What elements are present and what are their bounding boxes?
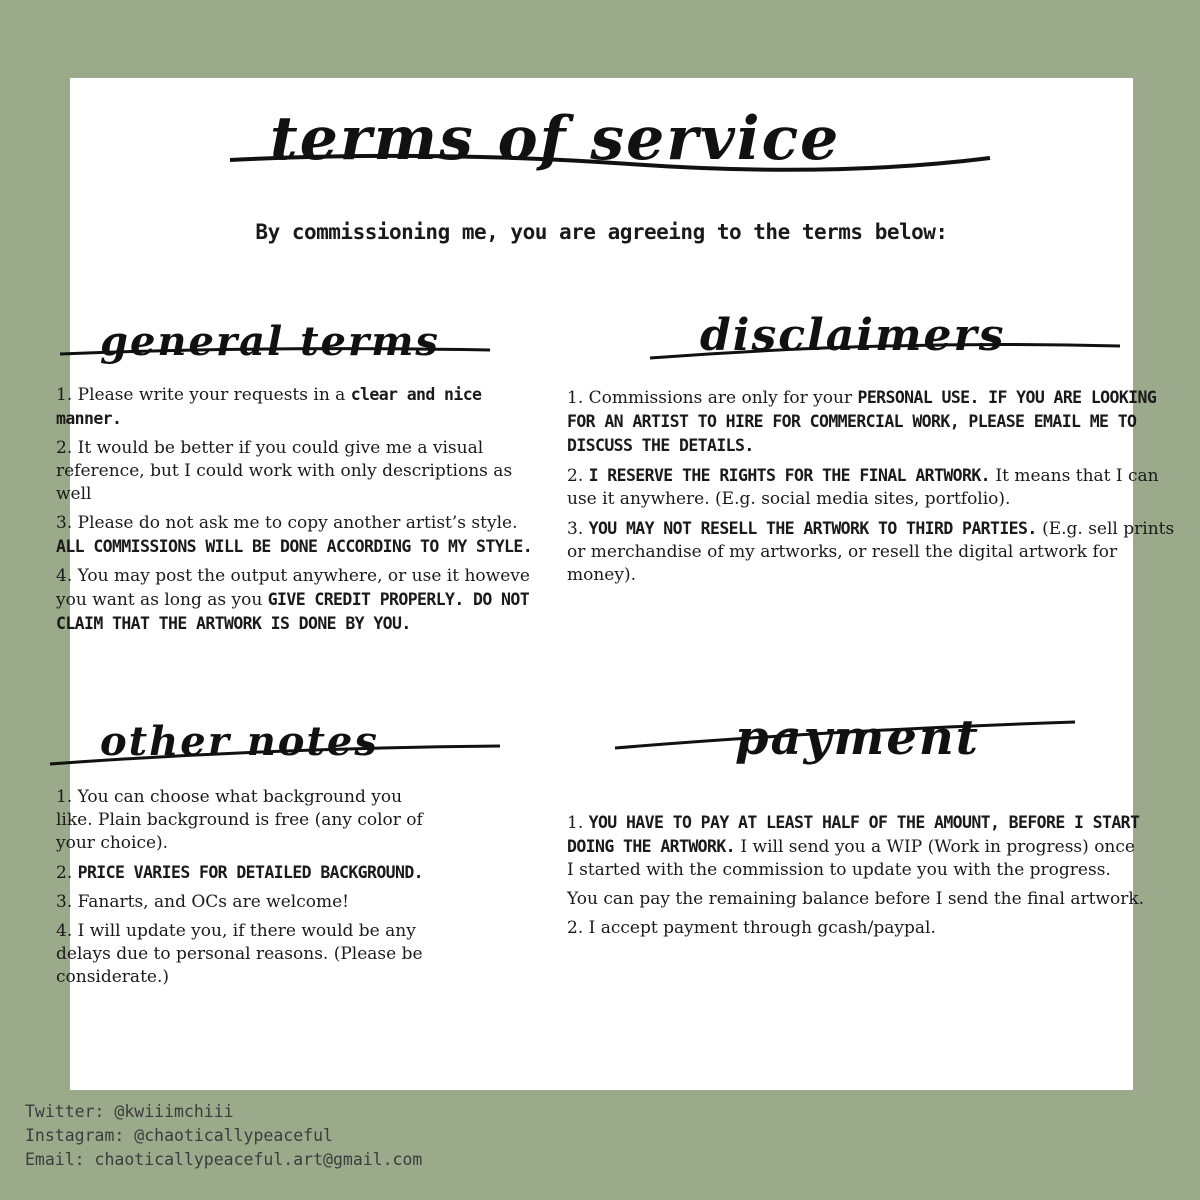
list-item-num: 3.: [56, 513, 73, 533]
list-item-num: 2.: [56, 438, 73, 458]
list-item-after: (E.g. sell prints or merchandise of my artworks, or resell the digital artwork for money).: [567, 519, 1175, 585]
page-subtitle: By commissioning me, you are agreeing to the terms below:: [255, 220, 948, 244]
list-item-num: 1.: [56, 385, 73, 405]
list-item: [56, 383, 534, 431]
payment-heading: payment: [615, 710, 1075, 780]
twitter-handle: Twitter: @kwiiimchiii: [25, 1102, 234, 1121]
list-item-bold: PRICE VARIES FOR DETAILED BACKGROUND.: [77, 863, 423, 882]
list-item: [56, 920, 436, 989]
list-item-num: 2.: [56, 863, 73, 883]
general-terms-heading: general terms: [60, 318, 490, 378]
list-item-text: You can pay the remaining balance before I send the final artwork.: [567, 889, 1145, 909]
instagram-handle: Instagram: @chaoticallypeaceful: [25, 1126, 333, 1145]
list-item-bold: YOU MAY NOT RESELL THE ARTWORK TO THIRD PARTIES.: [588, 519, 1037, 538]
list-item-bold: PERSONAL USE. IF YOU ARE LOOKING FOR AN ARTIST TO HIRE FOR COMMERCIAL WORK, PLEASE EMAIL ME TO DISCUSS THE DETAILS.: [567, 388, 1157, 455]
list-item-num: 3.: [567, 519, 584, 539]
list-item-num: 1.: [567, 388, 584, 408]
list-item-num: 2.: [567, 918, 584, 938]
disclaimers-heading: disclaimers: [650, 310, 1120, 370]
list-item: [567, 517, 1182, 587]
list-item: [567, 386, 1182, 458]
list-item-text: You can choose what background you like. Plain background is free (any color of your choice).: [56, 787, 423, 853]
list-item-text: I accept payment through gcash/paypal.: [583, 918, 936, 938]
list-item-text: Please do not ask me to copy another artist’s style.: [72, 513, 518, 533]
list-item: [56, 512, 534, 559]
list-item-bold: I RESERVE THE RIGHTS FOR THE FINAL ARTWORK.: [588, 466, 990, 485]
payment-list: [567, 811, 1145, 946]
other-notes-heading: other notes: [50, 718, 500, 778]
list-item-text: You may post the output anywhere, or use it howeve you want as long as you: [56, 566, 530, 610]
page-title: terms of service: [230, 98, 990, 188]
list-item-text: I will update you, if there would be any delays due to personal reasons. (Please be considerate.): [56, 921, 423, 987]
list-item: [567, 464, 1182, 511]
list-item-text: Commissions are only for your: [583, 388, 858, 408]
list-item-num: 4.: [56, 566, 73, 586]
disclaimers-list: [567, 386, 1182, 593]
list-item-bold: clear and nice manner.: [56, 385, 482, 428]
list-item-text: Please write your requests in a: [72, 385, 351, 405]
terms-card: [56, 78, 1175, 1090]
list-item-after: It means that I can use it anywhere. (E.g. social media sites, portfolio).: [567, 466, 1159, 509]
list-item-text: Fanarts, and OCs are welcome!: [72, 892, 349, 912]
list-item-num: 1.: [567, 813, 584, 833]
list-item: [56, 437, 534, 506]
list-item-num: 3.: [56, 892, 73, 912]
list-item-bold: GIVE CREDIT PROPERLY. DO NOT CLAIM THAT THE ARTWORK IS DONE BY YOU.: [56, 590, 530, 633]
list-item-text: It would be better if you could give me a visual reference, but I could work with only descriptions as well: [56, 438, 513, 504]
list-item-num: 1.: [56, 787, 73, 807]
list-item: [56, 565, 534, 636]
list-item: [567, 811, 1145, 882]
general-terms-list: [56, 383, 534, 642]
list-item-after: I will send you a WIP (Work in progress) once I started with the commission to update you with the progress.: [567, 837, 1135, 880]
list-item-num: 2.: [567, 466, 584, 486]
list-item: [56, 891, 436, 914]
list-item: [56, 861, 436, 885]
contact-footer: [25, 1100, 422, 1172]
list-item: [567, 917, 1145, 940]
list-item: [56, 786, 436, 855]
other-notes-list: [56, 786, 436, 995]
email-address: Email: chaoticallypeaceful.art@gmail.com: [25, 1150, 423, 1169]
list-item-bold: ALL COMMISSIONS WILL BE DONE ACCORDING TO MY STYLE.: [56, 537, 533, 556]
list-item-num: 4.: [56, 921, 73, 941]
list-item-bold: YOU HAVE TO PAY AT LEAST HALF OF THE AMOUNT, BEFORE I START DOING THE ARTWORK.: [567, 813, 1140, 856]
list-item: [567, 888, 1145, 911]
